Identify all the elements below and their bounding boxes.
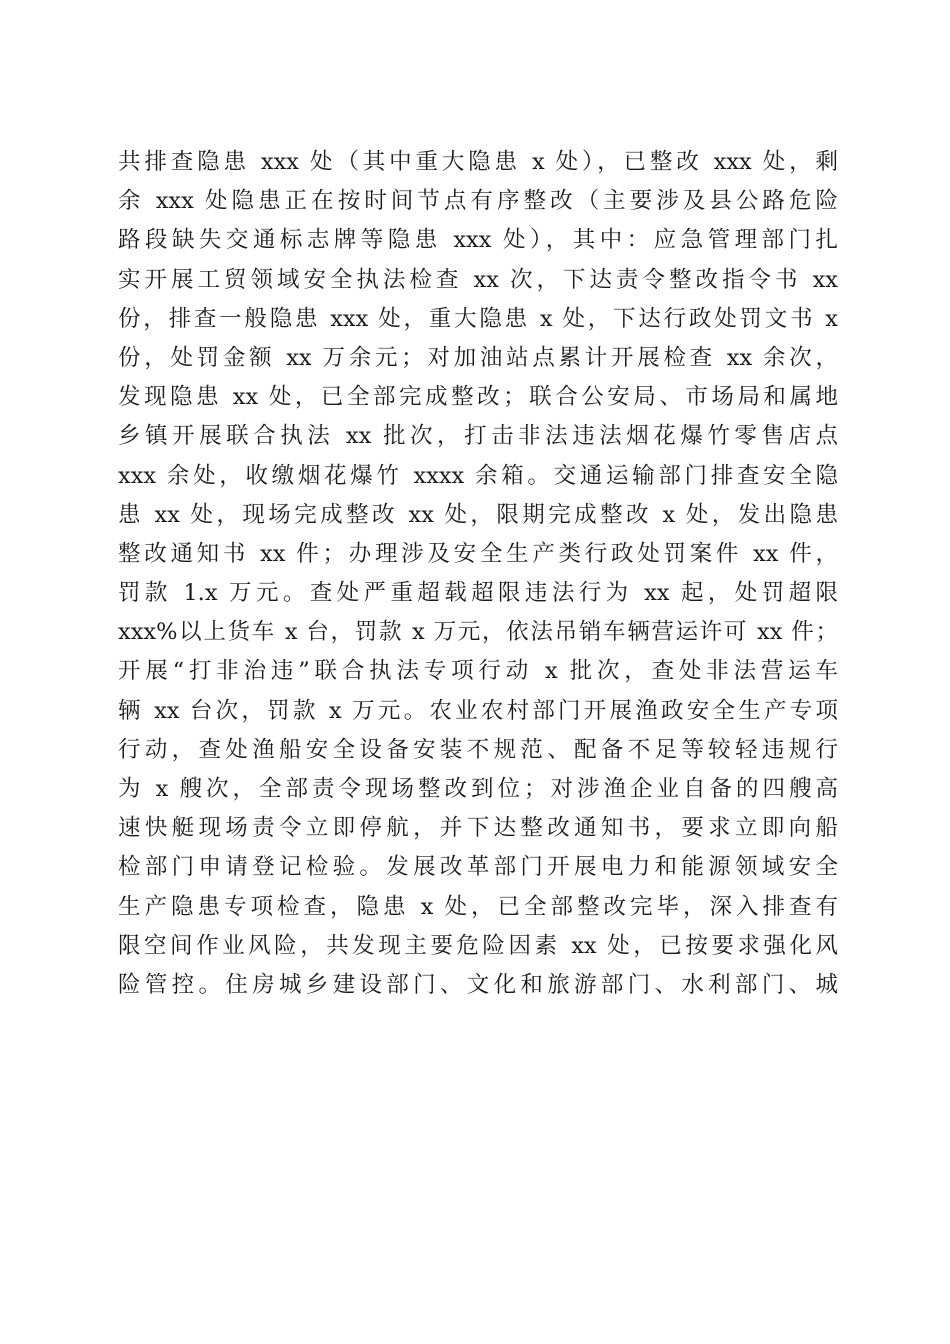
text-line: 罚款 1.x 万元。查处严重超载超限违法行为 xx 起，处罚超限 [118,580,838,607]
text-line: 乡镇开展联合执法 xx 批次，打击非法违法烟花爆竹零售店点 [118,423,838,450]
text-line: 路段缺失交通标志牌等隐患 xxx 处），其中：应急管理部门扎 [118,227,838,254]
text-line: 险管控。住房城乡建设部门、文化和旅游部门、水利部门、城 [118,971,838,998]
text-line: 患 xx 处，现场完成整改 xx 处，限期完成整改 x 处，发出隐患 [118,501,838,528]
text-line: 生产隐患专项检查，隐患 x 处，已全部整改完毕，深入排查有 [118,893,838,920]
body-paragraph [118,143,838,1005]
text-line: 为 x 艘次，全部责令现场整改到位；对涉渔企业自备的四艘高 [118,776,838,802]
text-line: xxx%以上货车 x 台，罚款 x 万元，依法吊销车辆营运许可 xx 件； [118,619,838,646]
text-line: 发现隐患 xx 处，已全部完成整改；联合公安局、市场局和属地 [118,384,838,411]
text-line: 检部门申请登记检验。发展改革部门开展电力和能源领域安全 [118,854,838,881]
text-line: 整改通知书 xx 件；办理涉及安全生产类行政处罚案件 xx 件， [118,540,838,567]
text-line: xxx 余处，收缴烟花爆竹 xxxx 余箱。交通运输部门排查安全隐 [118,462,838,489]
text-line: 份，排查一般隐患 xxx 处，重大隐患 x 处，下达行政处罚文书 x [118,305,838,332]
text-line: 速快艇现场责令立即停航，并下达整改通知书，要求立即向船 [118,815,838,842]
text-line: 限空间作业风险，共发现主要危险因素 xx 处，已按要求强化风 [118,932,838,959]
text-line: 行动，查处渔船安全设备安装不规范、配备不足等较轻违规行 [118,736,838,763]
text-line: 份，处罚金额 xx 万余元；对加油站点累计开展检查 xx 余次， [118,344,838,371]
text-line: 共排查隐患 xxx 处（其中重大隐患 x 处），已整改 xxx 处，剩 [118,149,838,175]
text-line: 辆 xx 台次，罚款 x 万元。农业农村部门开展渔政安全生产专项 [118,697,838,724]
text-line: 实开展工贸领域安全执法检查 xx 次，下达责令整改指令书 xx [118,266,838,293]
text-line: 开展“打非治违”联合执法专项行动 x 批次，查处非法营运车 [118,658,838,685]
text-line: 余 xxx 处隐患正在按时间节点有序整改（主要涉及县公路危险 [118,188,838,215]
